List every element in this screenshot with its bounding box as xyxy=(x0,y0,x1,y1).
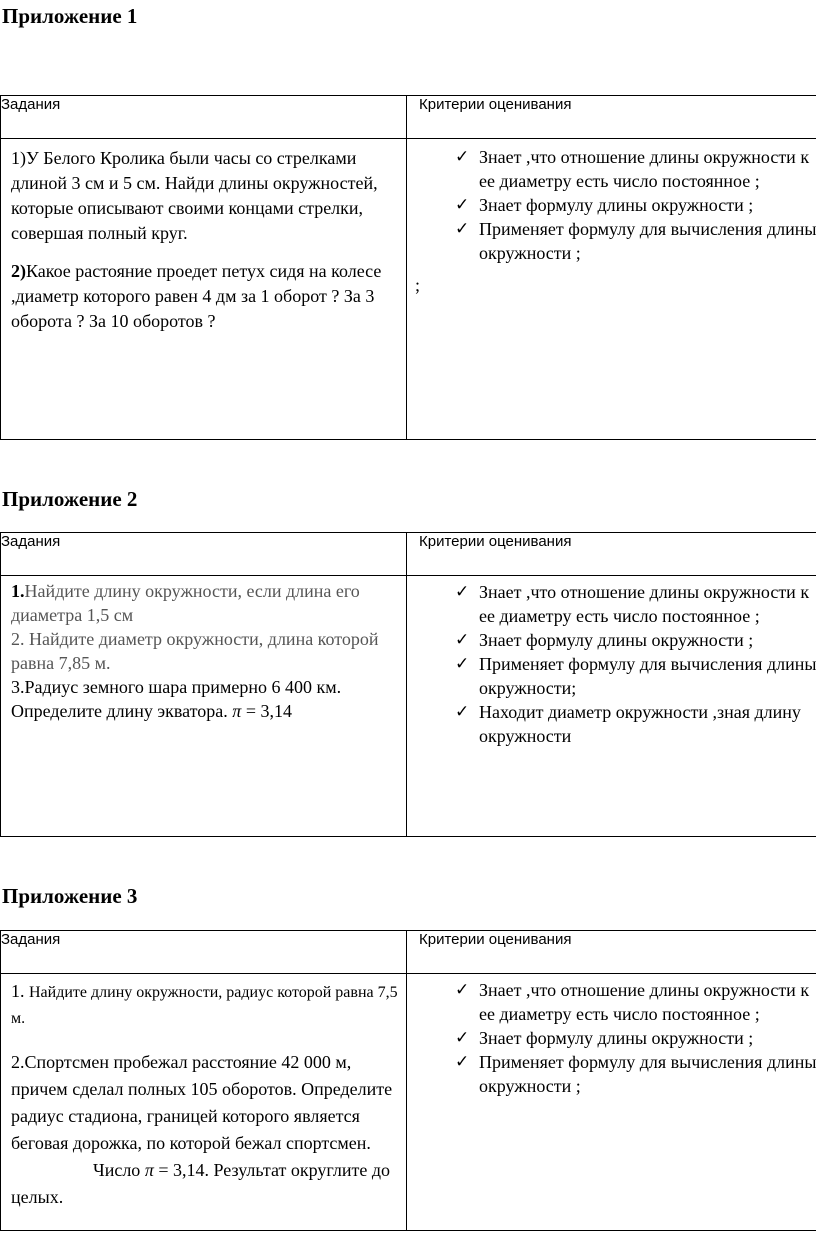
task-2-end: = 3,14. Результат округлите до целых. xyxy=(11,1160,391,1207)
task-1-number: 1. xyxy=(11,981,29,1001)
check-icon: ✓ xyxy=(455,980,470,1000)
criteria-text: Знает ,что отношение длины окружности к ее диаметру есть число постоянное ; xyxy=(479,582,810,626)
task-2: 2. Найдите диаметр окружности, длина которой равна 7,85 м. xyxy=(11,629,379,673)
task-3-text: 3.Радиус земного шара примерно 6 400 км. Определите длину экватора. xyxy=(11,677,342,721)
section-title-1: Приложение 1 xyxy=(2,4,138,28)
task-2-text: Какое растояние проедет петух сидя на колесе ,диаметр которого равен 4 дм за 1 оборот ? За 3 оборота ? За 10 оборотов ? xyxy=(11,261,382,331)
criteria-item xyxy=(455,700,816,748)
task-1: 1)У Белого Кролика были часы со стрелками длиной 3 см и 5 см. Найди длины окружностей, которые описывают своими концами стрелки, совершая полный круг. xyxy=(11,148,378,243)
task-1 xyxy=(11,979,398,1031)
criteria-text: Знает ,что отношение длины окружности к ее диаметру есть число постоянное ; xyxy=(479,980,810,1024)
section-title-3: Приложение 3 xyxy=(2,884,138,908)
check-icon: ✓ xyxy=(455,1028,470,1048)
header-criteria: Критерии оценивания xyxy=(407,96,816,139)
task-1-text: Найдите длину окружности, радиус которой равна 7,5 м. xyxy=(11,984,398,1027)
criteria-text: Знает ,что отношение длины окружности к ее диаметру есть число постоянное ; xyxy=(479,147,810,191)
task-2-number: 2) xyxy=(11,261,26,281)
header-tasks: Задания xyxy=(1,931,407,974)
table-appendix-3 xyxy=(0,930,816,1231)
task-2 xyxy=(11,1049,398,1211)
pi-symbol: π xyxy=(144,1160,154,1180)
header-tasks: Задания xyxy=(1,96,407,139)
criteria-text: Знает формулу длины окружности ; xyxy=(479,195,754,215)
criteria-text: Знает формулу длины окружности ; xyxy=(479,1028,754,1048)
criteria-text: Применяет формулу для вычисления длины окружности ; xyxy=(479,219,816,263)
header-tasks: Задания xyxy=(1,533,407,576)
check-icon: ✓ xyxy=(455,630,470,650)
pi-value: = 3,14 xyxy=(241,701,292,721)
pi-symbol: π xyxy=(232,701,242,721)
section-title-2: Приложение 2 xyxy=(2,487,138,511)
criteria-text: Находит диаметр окружности ,зная длину окружности xyxy=(479,702,801,746)
check-icon: ✓ xyxy=(455,1052,470,1072)
header-criteria: Критерии оценивания xyxy=(407,533,816,576)
tasks-cell xyxy=(1,576,407,837)
table-appendix-1 xyxy=(0,95,816,440)
table-row xyxy=(1,576,816,837)
table-header-row xyxy=(1,533,816,576)
criteria-item xyxy=(455,978,816,1026)
task-2 xyxy=(11,259,398,334)
criteria-item xyxy=(455,628,816,652)
criteria-text: Применяет формулу для вычисления длины окружности; xyxy=(479,654,816,698)
task-2-text: 2.Спортсмен пробежал расстояние 42 000 м, причем сделал полных 105 оборотов. Определите радиус стадиона, границей которого является беговая дорожка, по которой бежал спортсмен. xyxy=(11,1052,393,1153)
table-header-row xyxy=(1,96,816,139)
table-row xyxy=(1,974,816,1231)
table-row xyxy=(1,139,816,440)
tasks-cell xyxy=(1,974,407,1231)
check-icon: ✓ xyxy=(455,702,470,722)
check-icon: ✓ xyxy=(455,195,470,215)
task-1-text: Найдите длину окружности, если длина его диаметра 1,5 см xyxy=(11,581,360,625)
criteria-item xyxy=(455,145,816,193)
check-icon: ✓ xyxy=(455,582,470,602)
header-criteria: Критерии оценивания xyxy=(407,931,816,974)
criteria-item xyxy=(455,193,816,217)
table-appendix-2 xyxy=(0,532,816,837)
task-3 xyxy=(11,675,398,723)
criteria-cell xyxy=(407,576,816,837)
criteria-item xyxy=(455,1050,816,1098)
criteria-item xyxy=(455,1026,816,1050)
criteria-item xyxy=(455,652,816,700)
criteria-text: Знает формулу длины окружности ; xyxy=(479,630,754,650)
check-icon: ✓ xyxy=(455,219,470,239)
task-1 xyxy=(11,579,398,627)
check-icon: ✓ xyxy=(455,654,470,674)
criteria-item xyxy=(455,217,816,265)
task-1-number: 1. xyxy=(11,581,25,601)
task-2-number-word: Число xyxy=(93,1160,141,1180)
check-icon: ✓ xyxy=(455,147,470,167)
criteria-item xyxy=(455,580,816,628)
criteria-extra: ; xyxy=(415,275,421,295)
table-header-row xyxy=(1,931,816,974)
criteria-cell xyxy=(407,139,816,440)
criteria-text: Применяет формулу для вычисления длины окружности ; xyxy=(479,1052,816,1096)
tasks-cell xyxy=(1,139,407,440)
criteria-cell xyxy=(407,974,816,1231)
